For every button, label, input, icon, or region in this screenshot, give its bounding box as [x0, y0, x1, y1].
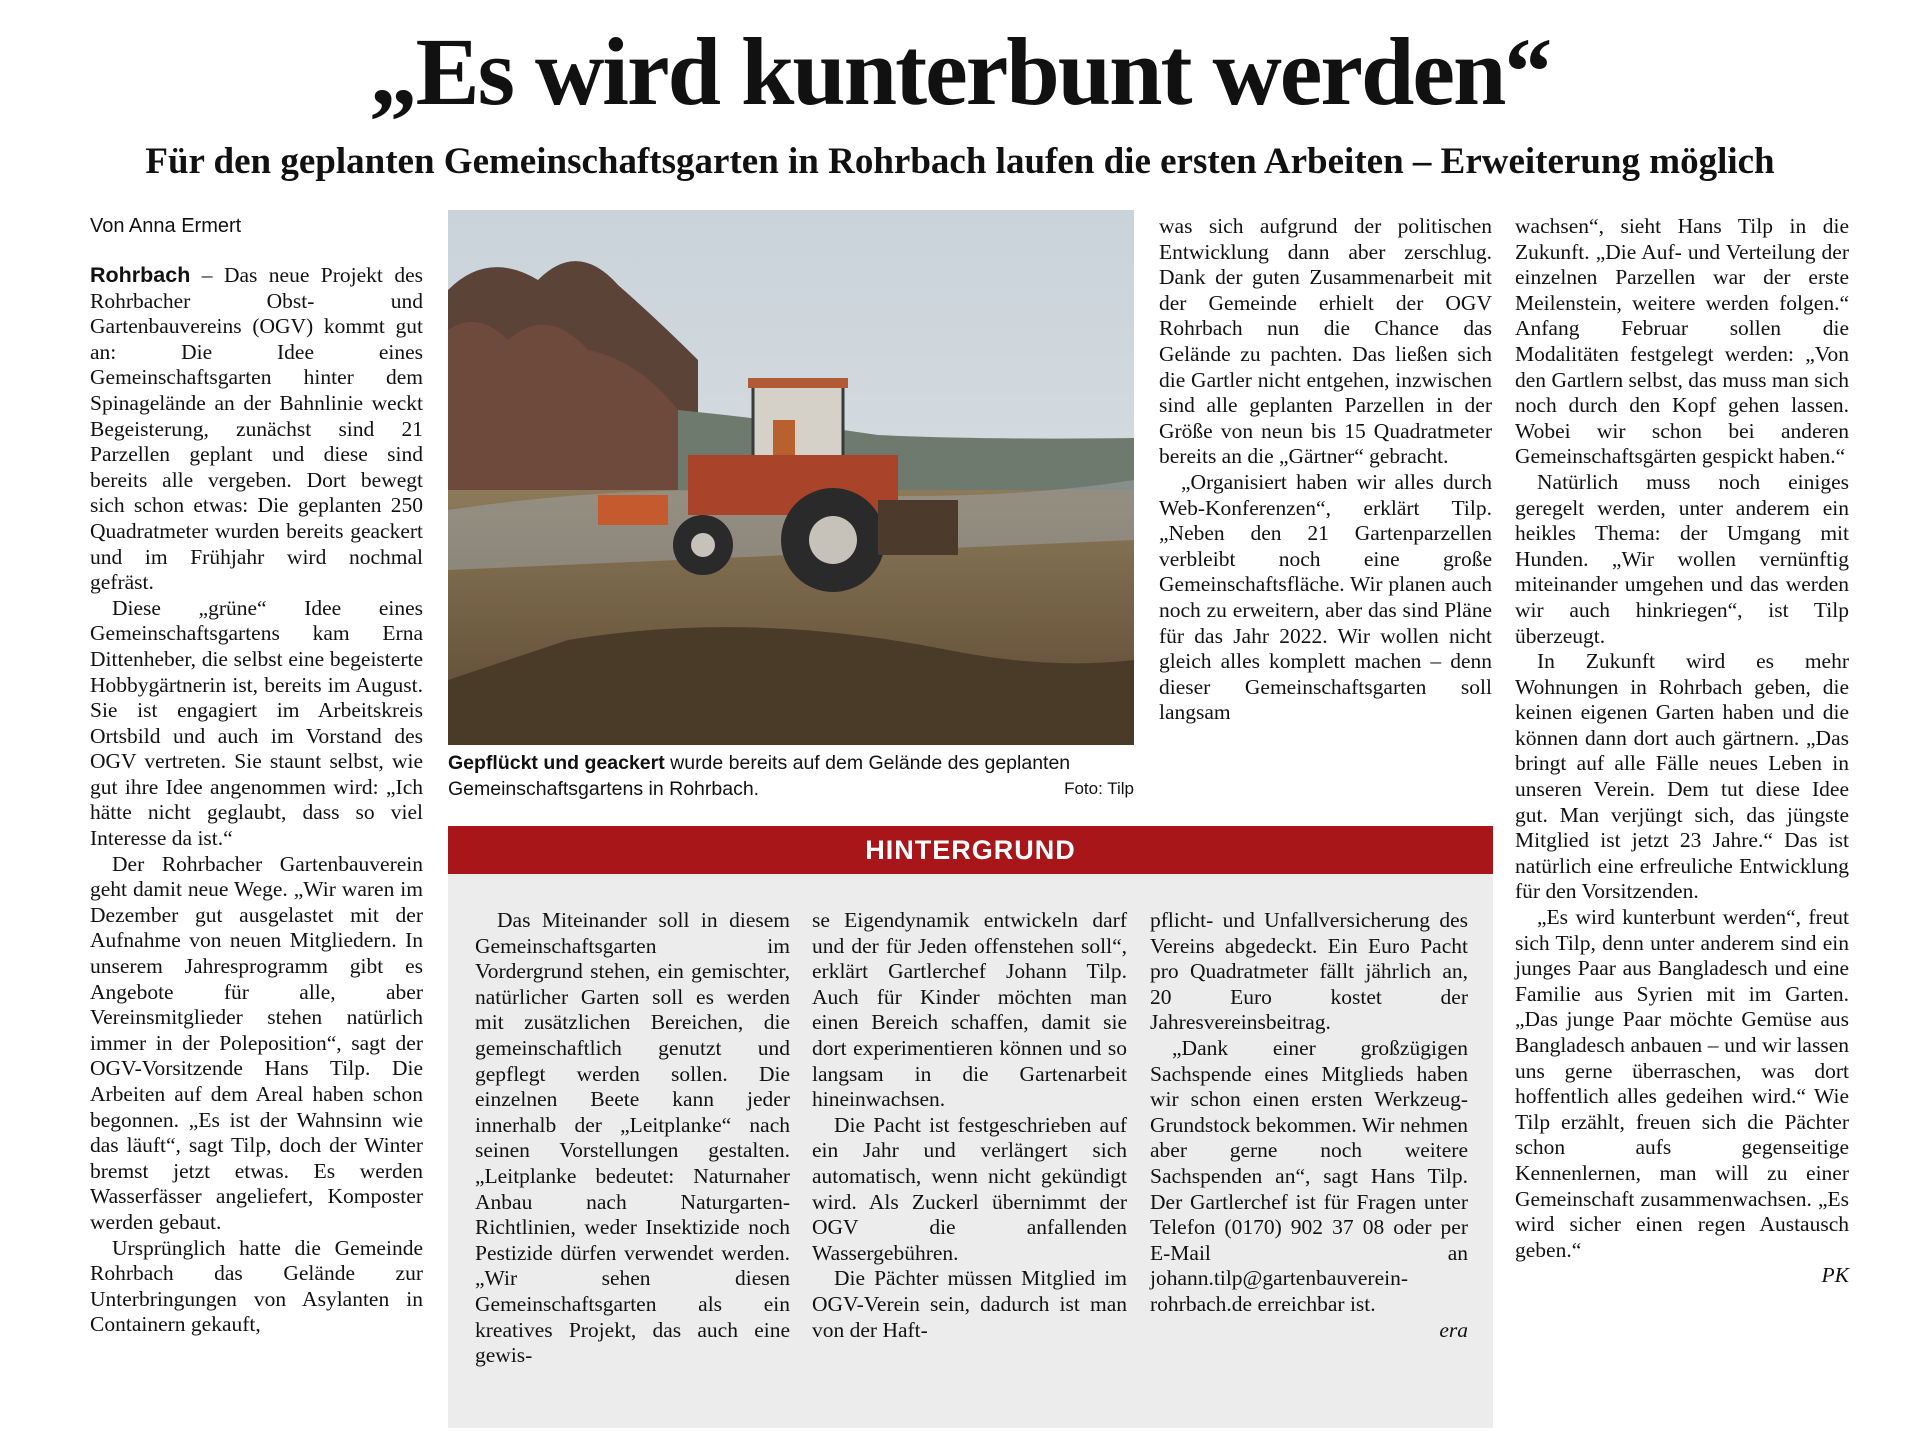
photo-caption: [448, 750, 1134, 802]
paragraph: „Dank einer großzügigen Sachspende eines Mitglieds haben wir schon einen ersten Werkzeug-Grundstock bekommen. Wir nehmen aber gerne noch weitere Sachspenden an“, sagt Hans Tilp. Der Gartlerchef ist für Fragen unter Telefon (0170) 902 37 08 oder per E-Mail an johann.tilp@gartenbauverein-rohrbach.de erreichbar ist.: [1150, 1035, 1468, 1316]
headline: „Es wird kunterbunt werden“: [369, 18, 1551, 125]
paragraph: Natürlich muss noch einiges geregelt werden, unter anderem ein heikles Thema: der Umgang mit Hunden. „Wir wollen vernünftig miteinander umgehen und das werden wir auch hinkriegen“, ist Tilp überzeugt.: [1515, 469, 1849, 648]
hintergrund-signature: era: [1439, 1317, 1468, 1342]
subheadline: Für den geplanten Gemeinschaftsgarten in Rohrbach laufen die ersten Arbeiten – Erweiterung möglich: [145, 141, 1775, 182]
hintergrund-column-1: [475, 908, 790, 1369]
paragraph: Die Pächter müssen Mitglied im OGV-Verein sein, dadurch ist man von der Haft-: [812, 1266, 1127, 1342]
photo-credit: Foto: Tilp: [1064, 779, 1134, 798]
author-signature: PK: [1821, 1263, 1849, 1288]
paragraph: Die Pacht ist festgeschrieben auf ein Jahr und verlängert sich automatisch, wenn nicht gekündigt wird. Als Zuckerl übernimmt der OGV die anfallenden Wassergebühren.: [812, 1112, 1127, 1265]
hintergrund-column-3: [1150, 908, 1468, 1343]
caption-text: wurde bereits auf dem Gelände des geplanten Gemeinschaftsgartens in Rohrbach.: [448, 752, 1071, 800]
paragraph: Das Miteinander soll in diesem Gemeinschaftsgarten im Vordergrund stehen, ein gemischter, natürlicher Garten soll es werden mit zusätzlichen Bereichen, die gemeinschaftlich genutzt und gepflegt werden sollen. Die einzelnen Beete kann jeder innerhalb der „Leitplanke“ nach seinen Vorstellungen gestalten. „Leitplanke bedeutet: Naturnaher Anbau nach Naturgarten-Richtlinien, weder Insektizide noch Pestizide dürfen verwendet werden. „Wir sehen diesen Gemeinschaftsgarten als ein kreatives Projekt, das auch eine gewis-: [475, 908, 790, 1368]
article-column-1: [90, 263, 423, 1338]
paragraph: pflicht- und Unfallversicherung des Vereins abgedeckt. Ein Euro Pacht pro Quadratmeter fällt jährlich an, 20 Euro kostet der Jahresvereinsbeitrag.: [1150, 908, 1468, 1035]
paragraph: Der Rohrbacher Gartenbauverein geht damit neue Wege. „Wir waren im Dezember gut ausgelastet mit der Aufnahme von neuen Mitgliedern. In unserem Jahresprogramm gibt es Angebote für alle, aber Vereinsmitglieder stehen natürlich immer in der Poleposition“, sagt der OGV-Vorsitzende Hans Tilp. Die Arbeiten auf dem Areal haben schon begonnen. „Es ist der Wahnsinn wie das läuft“, sagt Tilp, doch der Winter bremst jetzt etwas. Es werden Wasserfässer angeliefert, Komposter werden gebaut.: [90, 851, 423, 1234]
paragraph: wachsen“, sieht Hans Tilp in die Zukunft. „Die Auf- und Verteilung der einzelnen Parzellen war der erste Meilenstein, weitere werden folgen.“ Anfang Februar sollen die Modalitäten festgelegt werden: „Von den Gartlern selbst, das muss man sich noch durch den Kopf gehen lassen. Wobei wir schon bei anderen Gemeinschaftsgärten gespickt haben.“: [1515, 214, 1849, 469]
tractor-photo: [448, 210, 1134, 745]
paragraph: Ursprünglich hatte die Gemeinde Rohrbach das Gelände zur Unterbringungen von Asylanten in Containern gekauft,: [90, 1235, 423, 1337]
tractor-field-image: [448, 210, 1134, 745]
paragraph: In Zukunft wird es mehr Wohnungen in Rohrbach geben, die keinen eigenen Garten haben und die können dann dort auch gärtnern. „Das bringt auf alle Fälle neues Leben in unseren Verein. Dem tut diese Idee gut. Man verjüngt sich, das jüngste Mitglied ist jetzt 23 Jahre.“ Das ist natürlich eine erfreuliche Entwicklung für den Vorsitzenden.: [1515, 649, 1849, 904]
hintergrund-column-2: [812, 908, 1127, 1343]
article-column-3: [1159, 214, 1492, 726]
lead-paragraph: [90, 263, 423, 596]
front-loader: [598, 495, 668, 525]
dateline: Rohrbach: [90, 263, 191, 287]
caption-bold: Gepflückt und geackert: [448, 752, 665, 774]
paragraph: „Es wird kunterbunt werden“, freut sich Tilp, denn unter anderem sind ein junges Paar aus Bangladesch und eine Familie aus Syrien mit im Garten. „Das junge Paar möchte Gemüse aus Bangladesch anbauen – und wir lassen uns gerne überraschen, was dort hoffentlich alles gedeihen wird.“ Wie Tilp erzählt, freuen sich die Pächter schon aufs gegenseitige Kennenlernen, man will zu einer Gemeinschaft zusammenwachsen. „Es wird sicher einen regen Austausch geben.“: [1515, 905, 1849, 1262]
paragraph: se Eigendynamik entwickeln darf und der für Jeden offenstehen soll“, erklärt Gartlerchef Johann Tilp. Auch für Kinder möchten man einen Bereich schaffen, damit sie dort experimentieren können und so langsam in die Gartenarbeit hineinwachsen.: [812, 908, 1127, 1112]
paragraph: was sich aufgrund der politischen Entwicklung dann aber zerschlug. Dank der guten Zusammenarbeit mit der Gemeinde erhielt der OGV Rohrbach nun die Chance das Gelände zu pachten. Das ließen sich die Gartler nicht entgehen, inzwischen sind alle geplanten Parzellen in der Größe von neun bis 15 Quadratmeter bereits an die „Gärtner“ gebracht.: [1159, 214, 1492, 469]
hintergrund-title: HINTERGRUND: [448, 826, 1493, 874]
paragraph: Diese „grüne“ Idee eines Gemeinschaftsgartens kam Erna Dittenheber, die selbst eine begeisterte Hobbygärtnerin ist, bereits im August. Sie ist engagiert im Arbeitskreis Ortsbild und auch im Vorstand des OGV vertreten. Sie staunt selbst, wie gut ihre Idee angenommen wird: „Ich hätte nicht geglaubt, dass so viel Interesse da ist.“: [90, 595, 423, 851]
paragraph: „Organisiert haben wir alles durch Web-Konferenzen“, erklärt Tilp. „Neben den 21 Gartenparzellen verbleibt noch eine große Gemeinschaftsfläche. Wir planen auch noch zu erweitern, aber das sind Pläne für das Jahr 2022. Wir wollen nicht gleich alles komplett machen – denn dieser Gemeinschaftsgarten soll langsam: [1159, 469, 1492, 725]
article-column-4: [1515, 214, 1849, 1289]
lead-text: – Das neue Projekt des Rohrbacher Obst- und Gartenbauvereins (OGV) kommt gut an: Die Idee eines Gemeinschaftsgarten hinter dem Spinagelände an der Bahnlinie weckt Begeisterung, zunächst sind 21 Parzellen geplant und diese sind bereits alle vergeben. Dort bewegt sich schon etwas: Die geplanten 250 Quadratmeter wurden bereits geackert und im Frühjahr wird nochmal gefräst.: [90, 263, 423, 595]
byline: Von Anna Ermert: [90, 215, 242, 237]
